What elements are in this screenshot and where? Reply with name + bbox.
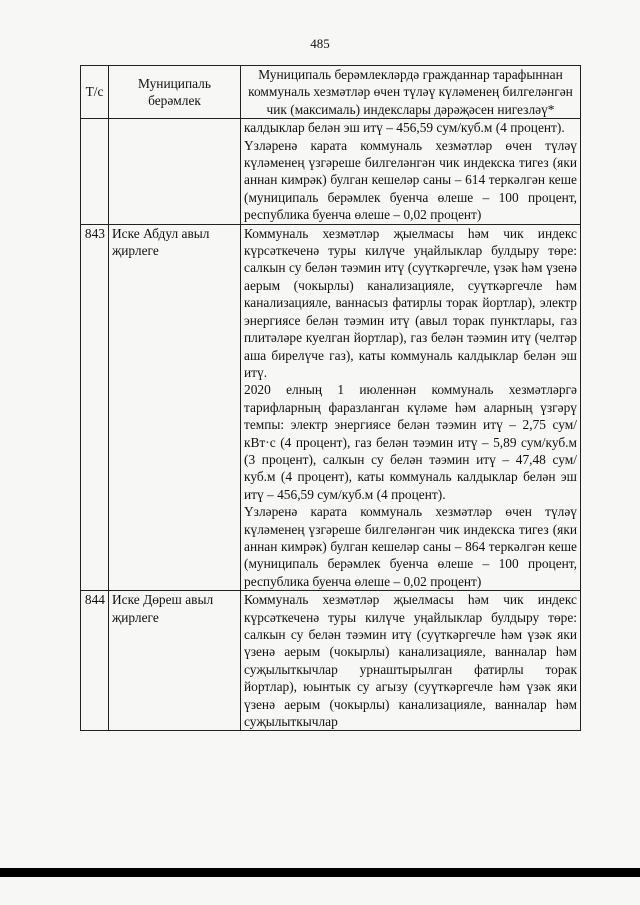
tariff-index-table (80, 65, 581, 731)
table-row (81, 591, 581, 731)
page-number: 485 (310, 36, 330, 51)
row-number (81, 119, 109, 224)
table-row (81, 224, 581, 591)
description-paragraph: Коммуналь хезмәтләр җыелмасы һәм чик индекс күрсәткеченә туры килүче уңайлыклар булдыру төре: салкын су белән тәэмин итү (суүткәргечле һәм үзәк яки үзенә аерым (чокырлы) канализацияле, ванналар һәм суҗылыткычлар урнаштырылган фатирлы торак йортлар), юынтык су агызу (суүткәргечле һәм үзәк яки үзенә аерым (чокырлы) канализацияле, ванналар һәм суҗылыткычлар (244, 592, 577, 730)
header-municipality: Муниципаль берәмлек (109, 66, 241, 119)
description-paragraph: 2020 елның 1 июленнән коммуналь хезмәтләргә тарифларның фаразланган күләме һәм аларның үзгәрү темпы: электр энергиясе белән тәэмин итү – 2,75 сум/кВт·с (4 процент), газ белән тәэмин итү – 5,89 сум/куб.м (3 процент), салкын су белән тәэмин итү – 47,48 сум/куб.м (4 процент), каты коммуналь калдыклар белән эш итү – 456,59 сум/куб.м (4 процент). (244, 382, 577, 502)
scan-edge-bar (0, 868, 640, 877)
description-paragraph: калдыклар белән эш итү – 456,59 сум/куб.м (4 процент). (244, 120, 565, 136)
row-number: 843 (81, 224, 109, 591)
row-municipality (109, 119, 241, 224)
row-municipality: Иске Дөреш авыл җирлеге (109, 591, 241, 731)
row-description (241, 591, 581, 731)
table-row (81, 119, 581, 224)
header-description: Муниципаль берәмлекләрдә гражданнар тарафыннан коммуналь хезмәтләр өчен түләү күләменең билгеләнгән чик (максималь) индекслары дәрәҗәсен нигезләү* (241, 66, 581, 119)
header-number: Т/с (81, 66, 109, 119)
row-description (241, 119, 581, 224)
description-paragraph: Коммуналь хезмәтләр җыелмасы һәм чик индекс күрсәткеченә туры килүче уңайлыклар булдыру төре: салкын су белән тәэмин итү (суүткәргечле, үзәк һәм үзенә аерым (чокырлы) канализацияле, суүткәргечле һәм канализацияле, ваннасыз фатирлы торак йортлар), электр энергиясе белән тәэмин итү (авыл торак пунктлары, газ плитәләре куелган йортлар), газ белән тәэмин итү (челтәр аша бирелүче газ), каты коммуналь калдыклар белән эш итү. (244, 225, 577, 380)
description-paragraph: Үзләренә карата коммуналь хезмәтләр өчен түләү күләменең үзгәреше билгеләнгән чик индекска тигез (яки аннан кимрәк) булган кешеләр саны – 864 теркәлгән кеше (муниципаль берәмлек буенча өлеше – 100 процент, республика буенча өлеше – 0,02 процент) (244, 504, 577, 589)
description-paragraph: Үзләренә карата коммуналь хезмәтләр өчен түләү күләменең үзгәреше билгеләнгән чик индекска тигез (яки аннан кимрәк) булган кешеләр саны – 614 теркәлгән кеше (муниципаль берәмлек буенча өлеше – 100 процент, республика буенча өлеше – 0,02 процент) (244, 137, 577, 223)
row-description (241, 224, 581, 591)
row-number: 844 (81, 591, 109, 731)
row-municipality: Иске Абдул авыл җирлеге (109, 224, 241, 591)
table-header-row (81, 66, 581, 119)
